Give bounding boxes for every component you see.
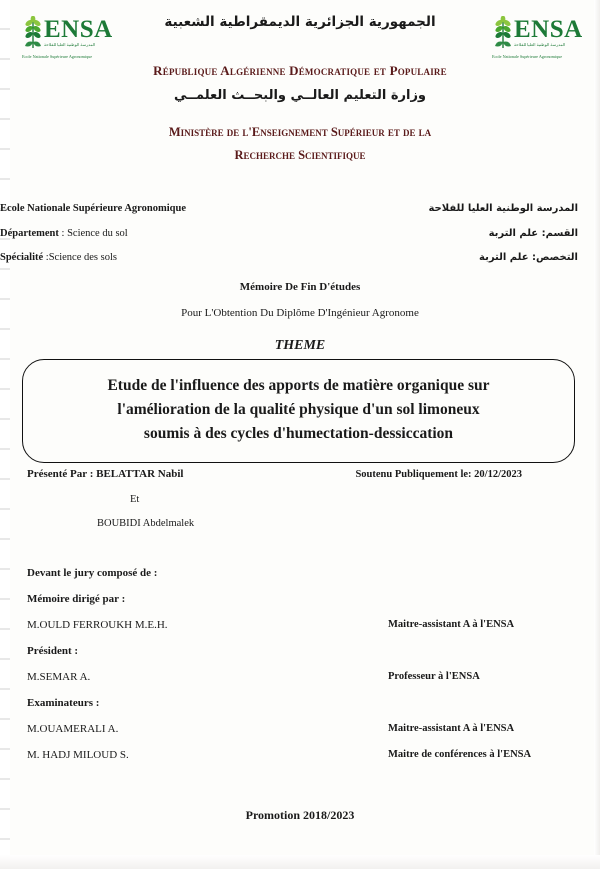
school-name-french: Ecole Nationale Supérieure Agronomique bbox=[0, 203, 186, 214]
ensa-logo-french-right: Ecole Nationale Supérieure Agronomique bbox=[492, 54, 563, 59]
jury-member-name: M. HADJ MILOUD S. bbox=[27, 749, 129, 761]
ensa-logo-arabic-right: المدرسة الوطنية العليا للفلاحة bbox=[514, 42, 566, 47]
speciality-label: Spécialité bbox=[0, 252, 44, 263]
jury-row-examiners-label bbox=[27, 697, 575, 723]
theme-label: THEME bbox=[274, 338, 326, 353]
ministry-french-line2: Recherche Scientifique bbox=[234, 148, 366, 162]
jury-label: Président : bbox=[27, 645, 79, 657]
jury-member-name: M.OUAMERALI A. bbox=[27, 723, 119, 735]
jury-row-supervisor-label bbox=[27, 593, 575, 619]
jury-label: Mémoire dirigé par : bbox=[27, 593, 126, 605]
promotion-footer: Promotion 2018/2023 bbox=[245, 808, 355, 822]
authors-conjunction: Et bbox=[130, 494, 140, 505]
ensa-wordmark-left: ENSA bbox=[44, 16, 113, 43]
jury-role: Professeur à l'ENSA bbox=[388, 671, 480, 682]
jury-row-examiner-1 bbox=[27, 723, 575, 749]
jury-heading-text: Devant le jury composé de : bbox=[27, 567, 158, 579]
theme-box bbox=[22, 359, 575, 463]
jury-row-examiner-2 bbox=[27, 749, 575, 775]
theme-line-1: Etude de l'influence des apports de matière organique sur bbox=[107, 377, 490, 394]
memoire-title: Mémoire De Fin D'études bbox=[239, 281, 361, 293]
ensa-logo-french-left: Ecole Nationale Supérieure Agronomique bbox=[22, 54, 93, 59]
ministry-arabic: وزارة التعليم العالــي والبحــث العلمــي bbox=[173, 88, 427, 103]
jury-row-president-label bbox=[27, 645, 575, 671]
second-author: BOUBIDI Abdelmalek bbox=[97, 518, 195, 529]
ensa-wordmark-right: ENSA bbox=[514, 16, 583, 43]
jury-row-president bbox=[27, 671, 575, 697]
presented-by: Présenté Par : BELATTAR Nabil bbox=[27, 468, 184, 480]
department-label: Département bbox=[0, 228, 59, 239]
theme-line-2: l'amélioration de la qualité physique d'un sol limoneux bbox=[117, 401, 480, 419]
republic-arabic: الجمهورية الجزائرية الديمقراطية الشعبية bbox=[164, 14, 436, 30]
ensa-logo-arabic-left: المدرسة الوطنية العليا للفلاحة bbox=[44, 42, 96, 47]
republic-french: République Algérienne Démocratique et Populaire bbox=[153, 63, 447, 78]
jury-role: Maitre de conférences à l'ENSA bbox=[388, 749, 532, 760]
department-field bbox=[0, 228, 128, 239]
jury-heading bbox=[27, 567, 575, 593]
jury-label: Examinateurs : bbox=[27, 697, 100, 709]
speciality-arabic: التخصص: علم التربة bbox=[479, 252, 578, 263]
jury-role: Maitre-assistant A à l'ENSA bbox=[388, 723, 515, 734]
theme-line-3: soumis à des cycles d'humectation-dessiccation bbox=[143, 425, 454, 443]
jury-member-name: M.OULD FERROUKH M.E.H. bbox=[27, 619, 168, 631]
speciality-value: :Science des sols bbox=[43, 252, 117, 263]
jury-row-supervisor bbox=[27, 619, 575, 645]
department-arabic: القسم: علم التربة bbox=[488, 228, 578, 239]
jury-section bbox=[27, 567, 575, 775]
school-name-arabic: المدرسة الوطنية العليا للفلاحة bbox=[428, 203, 578, 214]
memoire-subtitle: Pour L'Obtention Du Diplôme D'Ingénieur Agronome bbox=[181, 307, 419, 319]
speciality-field bbox=[0, 252, 117, 263]
defense-date: Soutenu Publiquement le: 20/12/2023 bbox=[355, 469, 522, 480]
jury-role: Maitre-assistant A à l'ENSA bbox=[388, 619, 515, 630]
scan-edge-bottom bbox=[0, 855, 600, 869]
department-value: : Science du sol bbox=[58, 228, 128, 239]
ministry-french-line1: Ministère de l'Enseignement Supérieur et de la bbox=[168, 125, 432, 139]
jury-member-name: M.SEMAR A. bbox=[27, 671, 91, 683]
